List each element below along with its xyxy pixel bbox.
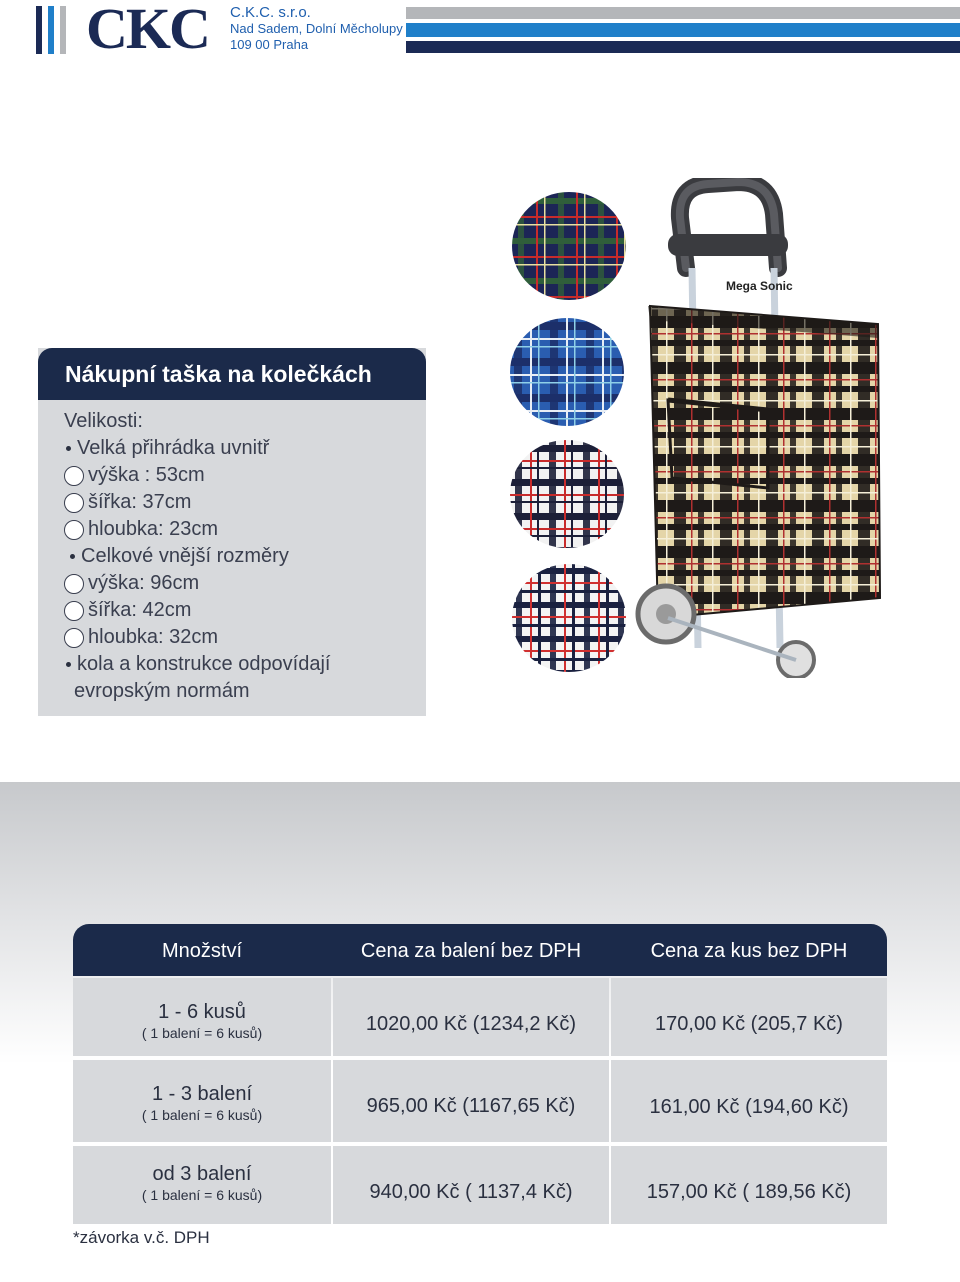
header-stripe-navy [406, 41, 960, 53]
spec-line: Celkové vnější rozměry [64, 543, 331, 570]
pattern-swatch-1 [512, 192, 626, 300]
bullet-icon [66, 662, 71, 667]
circle-icon [64, 574, 84, 594]
spec-line: hloubka: 32cm [64, 624, 331, 651]
table-row-1-unit-price: 170,00 Kč (205,7 Kč) [611, 978, 887, 1056]
company-name: C.K.C. s.r.o. [230, 4, 311, 21]
header-unit-price: Cena za kus bez DPH [650, 940, 848, 962]
pattern-swatch-2 [510, 318, 624, 426]
bullet-icon [70, 554, 75, 559]
table-row-3-unit-price: 157,00 Kč ( 189,56 Kč) [611, 1146, 887, 1224]
sizes-label: Velikosti: [64, 410, 143, 432]
address-line-1: Nad Sadem, Dolní Měcholupy [230, 21, 403, 36]
pattern-swatch-3 [510, 440, 624, 548]
product-info-box [38, 348, 426, 716]
logo-bar-2 [48, 6, 54, 54]
product-spec-list [64, 408, 331, 705]
table-row-2-pack-price: 965,00 Kč (1167,65 Kč) [333, 1060, 609, 1142]
bullet-icon [66, 446, 71, 451]
address-line-2: 109 00 Praha [230, 37, 309, 52]
brand-label: Mega Sonic [726, 279, 793, 293]
spec-line: šířka: 37cm [64, 489, 331, 516]
circle-icon [64, 520, 84, 540]
table-row-1-pack-price: 1020,00 Kč (1234,2 Kč) [333, 978, 609, 1056]
spec-line: hloubka: 23cm [64, 516, 331, 543]
logo-bar-3 [60, 6, 66, 54]
table-row-3-pack-price: 940,00 Kč ( 1137,4 Kč) [333, 1146, 609, 1224]
company-logo: CKC [86, 0, 209, 61]
pattern-swatch-4 [512, 564, 626, 672]
header-stripe-gray [406, 7, 960, 19]
spec-line: evropským normám [74, 680, 250, 702]
company-info [230, 5, 403, 53]
table-row-1-qty: 1 - 6 kusů ( 1 balení = 6 kusů) [73, 978, 331, 1056]
table-row-2-qty: 1 - 3 balení ( 1 balení = 6 kusů) [73, 1060, 331, 1142]
spec-line: kola a konstrukce odpovídají [64, 651, 331, 678]
circle-icon [64, 466, 84, 486]
spec-line: výška: 96cm [64, 570, 331, 597]
circle-icon [64, 493, 84, 513]
vat-footnote: *závorka v.č. DPH [73, 1228, 210, 1247]
price-table-header [73, 924, 887, 976]
header-quantity: Množství [161, 940, 243, 962]
spec-line: šířka: 42cm [64, 597, 331, 624]
table-row-3-qty: od 3 balení ( 1 balení = 6 kusů) [73, 1146, 331, 1224]
product-title: Nákupní taška na kolečkách [38, 348, 426, 400]
circle-icon [64, 601, 84, 621]
table-row-2-unit-price: 161,00 Kč (194,60 Kč) [611, 1060, 887, 1142]
header-pack-price: Cena za balení bez DPH [360, 940, 582, 962]
spec-line: výška : 53cm [64, 462, 331, 489]
spec-line: Velká přihrádka uvnitř [64, 435, 331, 462]
header-stripe-blue [406, 23, 960, 37]
shopping-trolley-image [628, 178, 890, 678]
logo-bar-1 [36, 6, 42, 54]
circle-icon [64, 628, 84, 648]
